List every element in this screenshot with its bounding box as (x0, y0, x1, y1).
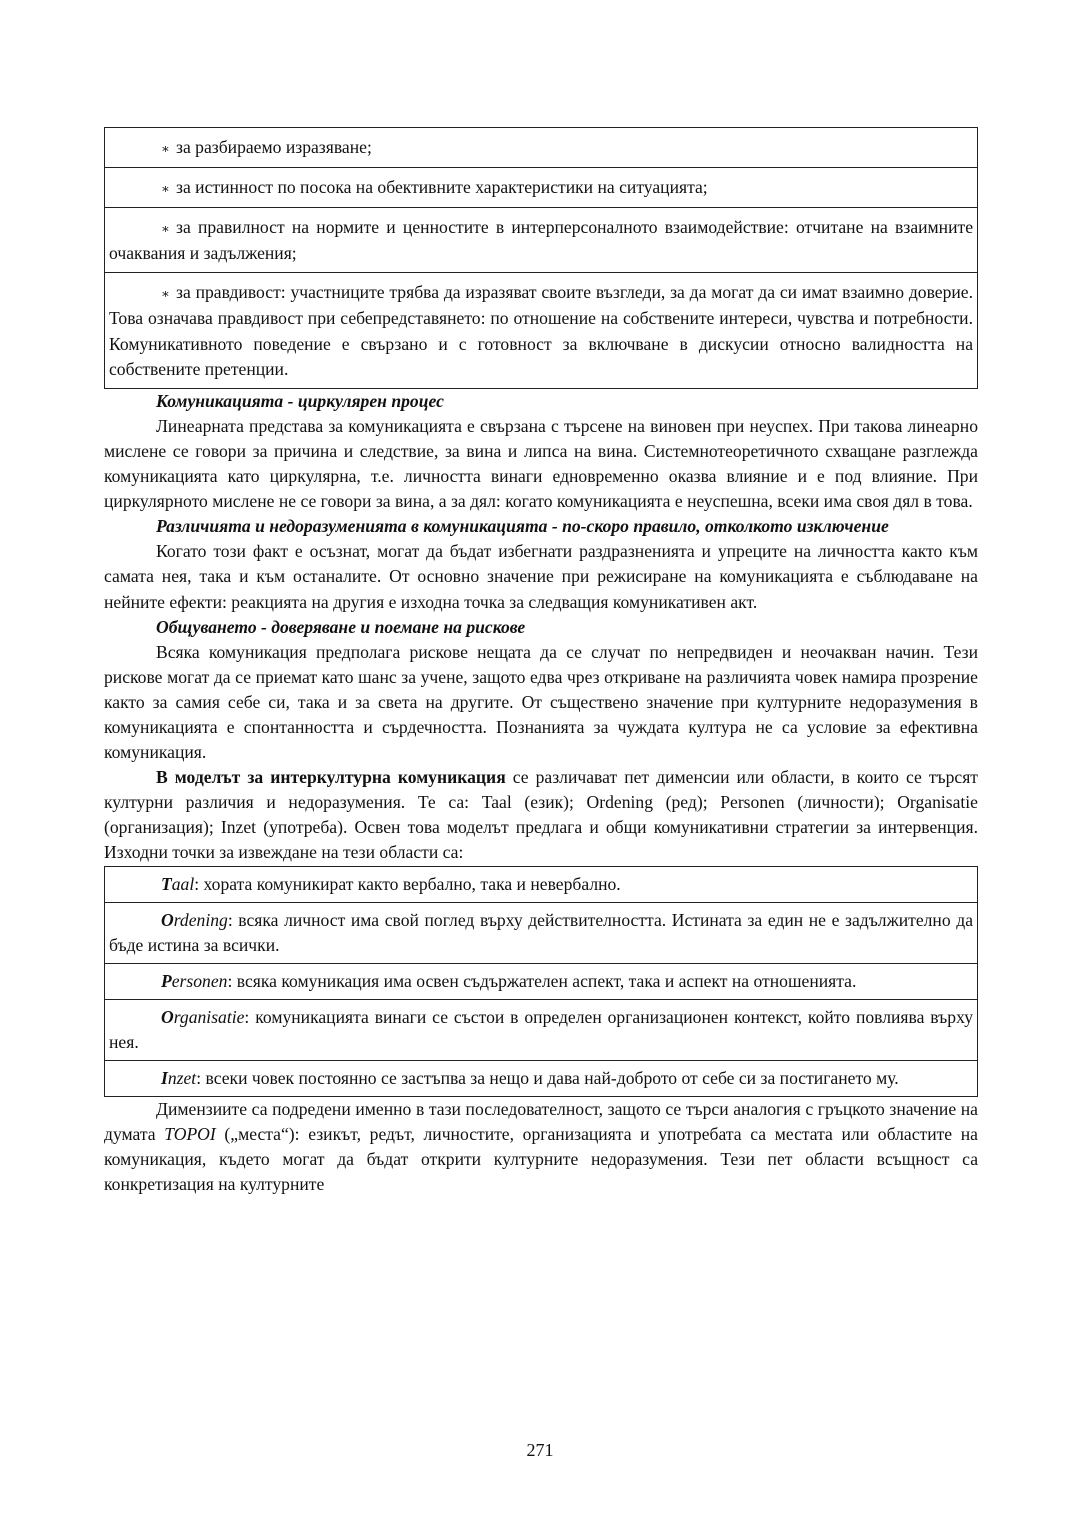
asterisk-icon: ∗ (161, 286, 170, 302)
paragraph: Димензиите са подредени именно в тази последователност, защото се търси аналогия с гръцкото значение на думата TOPOI („места“): езикът, редът, личностите, организацията и употребата са местата или областите на комуникация, където могат да бъдат открити културните недоразумения. Тези пет области всъщност са конкретизация на културните (104, 1099, 978, 1195)
table-row: Inzet: всеки човек постоянно се застъпва за нещо и дава най-доброто от себе си за постигането му. (105, 1061, 977, 1097)
paragraph: Линеарната представа за комуникацията е свързана с търсене на виновен при неуспех. При такова линеарно мислене се говори за причина и следствие, за вина и липса на вина. Системнотеоретичното схващане разглежда комуникацията като циркулярна, т.е. личността винаги едновременно оказва влияние и е под влияние. При циркулярното мислене не се говори за вина, а за дял: когато комуникацията е неуспешна, всеки има своя дял в това. (104, 415, 978, 512)
table-row: Ordening: всяка личност има свой поглед върху действителността. Истината за един не е задължително да бъде истина за всички. (105, 903, 977, 964)
section-heading: Общуването - доверяване и поемане на рискове (156, 616, 526, 637)
paragraph: Когато този факт е осъзнат, могат да бъдат избегнати раздразненията и упреците на личността както към самата нея, така и към останалите. От основно значение при режисиране на комуникацията е съблюдаване на нейните ефекти: реакцията на другия е изходна точка за следващия комуникативен акт. (104, 541, 978, 612)
section-heading: Различията и недоразуменията в комуникацията - по-скоро правило, отколкото изключение (156, 516, 889, 537)
asterisk-icon: ∗ (161, 181, 170, 197)
validity-claims-table (104, 127, 978, 389)
paragraph: Всяка комуникация предполага рискове нещата да се случат по непредвиден и неочакван начин. Тези рискове могат да се приемат като шанс за учене, защото едва чрез откриване на различията човек намира прозрение както за самия себе си, така и за света на другите. От съществено значение при културните недоразумения в комуникацията е спонтанността и сърдечността. Познанията за чуждата култура не са условие за ефективна комуникация. (104, 641, 978, 763)
dimensions-table (104, 866, 978, 1098)
table-row: ∗ за правилност на нормите и ценностите в интерперсоналното взаимодействие: отчитане на взаимните очаквания и задължения; (105, 208, 977, 273)
table-row: Taal: хората комуникират както вербално, така и невербално. (105, 867, 977, 903)
page-number: 271 (526, 1440, 554, 1460)
section-heading: Комуникацията - циркулярен процес (156, 390, 444, 411)
page-body (104, 127, 978, 1198)
bold-lead: В моделът за интеркултурна комуникация (156, 767, 506, 788)
table-row: Personen: всяка комуникация има освен съдържателен аспект, така и аспект на отношенията. (105, 964, 977, 1000)
table-row: ∗ за правдивост: участниците трябва да изразяват своите възгледи, за да могат да си имат взаимно доверие. Това означава правдивост при себепредставянето: по отношение на собствените интереси, чувства и потребности. Комуникативното поведение е свързано и с готовност за включване в дискусии относно валидността на собствените претенции. (105, 273, 977, 388)
table-row: ∗ за разбираемо изразяване; (105, 128, 977, 168)
asterisk-icon: ∗ (161, 141, 170, 156)
table-row: Organisatie: комуникацията винаги се състои в определен организационен контекст, който повлиява върху нея. (105, 1000, 977, 1061)
table-row: ∗ за истинност по посока на обективните характеристики на ситуацията; (105, 168, 977, 208)
topoi-term: TOPOI (164, 1124, 216, 1145)
paragraph: В моделът за интеркултурна комуникация се различават пет дименсии или области, в които се търсят културни различия и недоразумения. Те са: Taal (език); Ordening (ред); Personen (личности); Organisatie (организация); Inzet (употреба). Освен това моделът предлага и общи комуникативни стратегии за интервенция. Изходни точки за извеждане на тези области са: (104, 767, 978, 863)
asterisk-icon: ∗ (161, 221, 170, 237)
